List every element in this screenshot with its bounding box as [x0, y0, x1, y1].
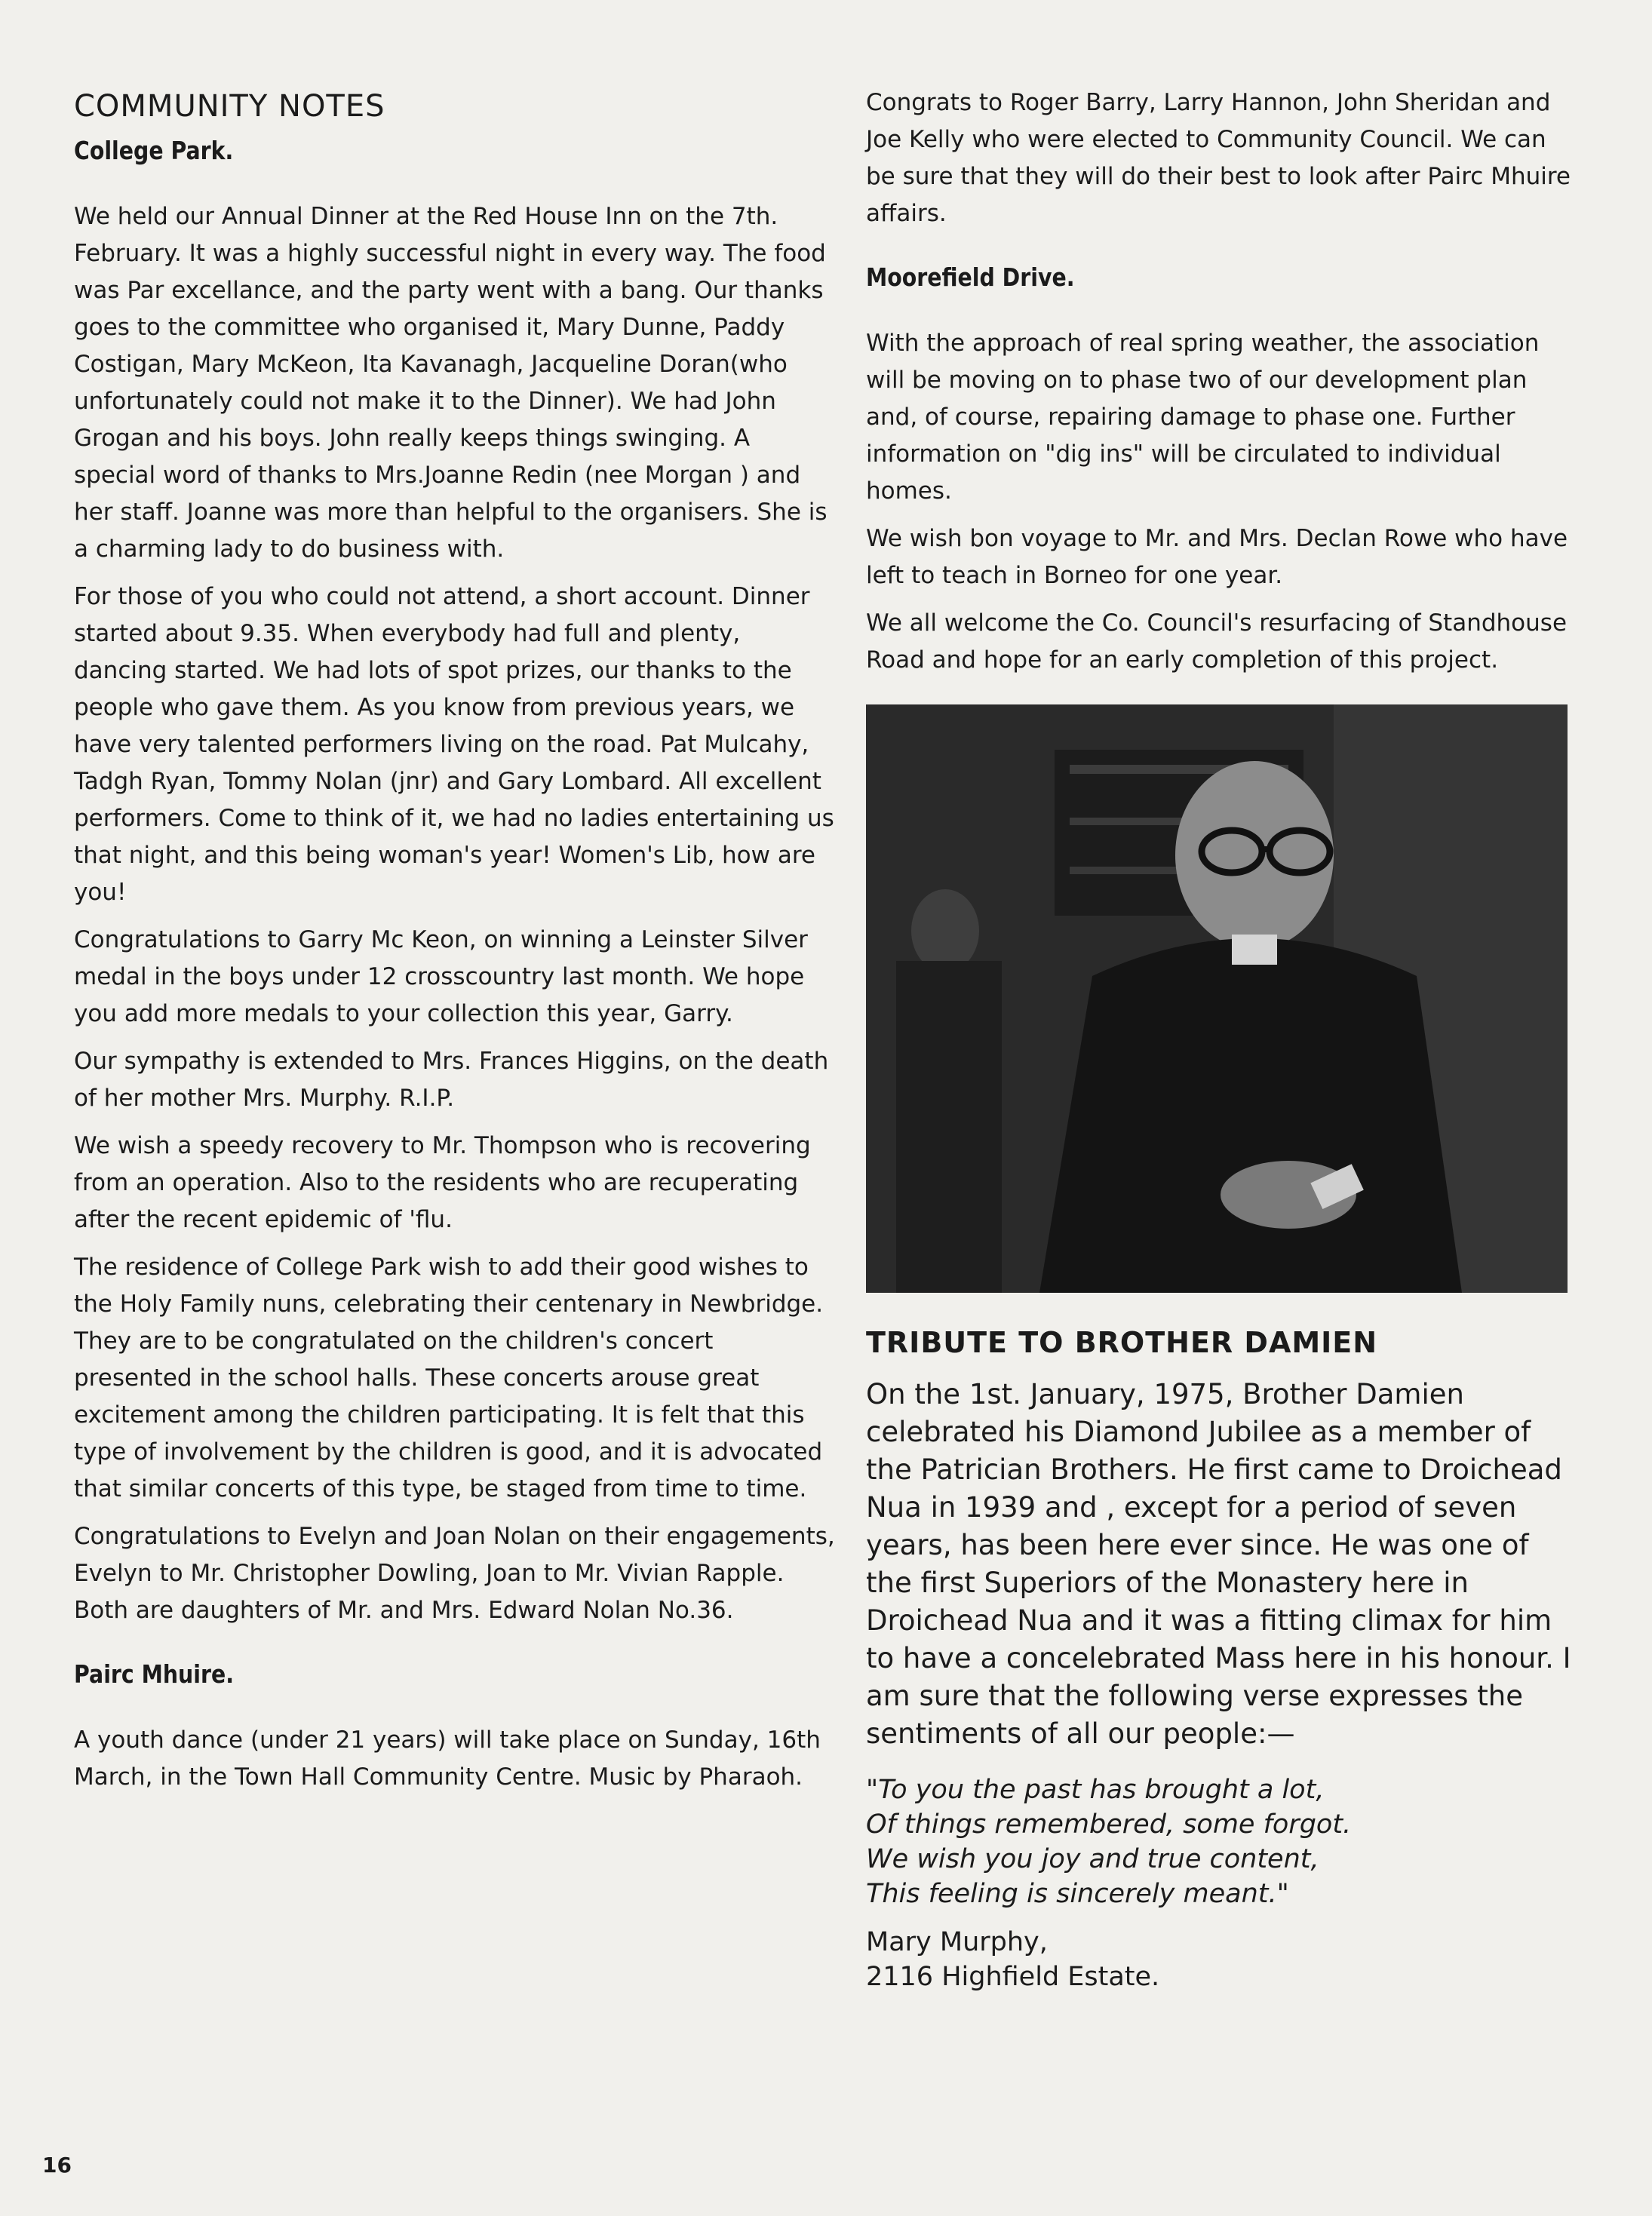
tribute-heading: TRIBUTE TO BROTHER DAMIEN: [866, 1326, 1378, 1359]
moorefield-paragraph: We all welcome the Co. Council's resurfacing of Standhouse Road and hope for an early completion of this project.: [866, 609, 1568, 674]
moorefield-subheading: Moorefield Drive.: [866, 262, 1075, 292]
moorefield-paragraph: With the approach of real spring weather, the association will be moving on to phase two of our development plan and, of course, repairing damage to phase one. Further information on "dig ins" will be circulated to individual homes.: [866, 330, 1540, 505]
left-column: [74, 89, 836, 1806]
verse-block: [866, 1772, 1575, 1911]
page-number: 16: [42, 2153, 72, 2178]
verse-line: We wish you joy and true content,: [866, 1844, 1319, 1874]
verse-line: "To you the past has brought a lot,: [866, 1775, 1325, 1805]
portrait-photo: [866, 704, 1568, 1293]
pairc-mhuire-paragraph: A youth dance (under 21 years) will take place on Sunday, 16th March, in the Town Hall Community Centre. Music by Pharaoh.: [74, 1726, 821, 1791]
college-park-paragraph: We wish a speedy recovery to Mr. Thompson who is recovering from an operation. Also to the residents who are recuperating after the recent epidemic of 'flu.: [74, 1132, 811, 1233]
college-park-subheading: College Park.: [74, 136, 234, 165]
council-paragraph: Congrats to Roger Barry, Larry Hannon, John Sheridan and Joe Kelly who were elected to Community Council. We can be sure that they will do their best to look after Pairc Mhuire affairs.: [866, 89, 1571, 227]
tribute-body: On the 1st. January, 1975, Brother Damien celebrated his Diamond Jubilee as a member of the Patrician Brothers. He first came to Droichead Nua in 1939 and , except for a period of seven years, has been here ever since. He was one of the first Superiors of the Monastery here in Droichead Nua and it was a fitting climax for him to have a concelebrated Mass here in his honour. I am sure that the following verse expresses the sentiments of all our people:—: [866, 1378, 1571, 1750]
portrait-photo-image: [866, 704, 1568, 1293]
verse-line: Of things remembered, some forgot.: [866, 1809, 1352, 1840]
moorefield-paragraph: We wish bon voyage to Mr. and Mrs. Declan Rowe who have left to teach in Borneo for one year.: [866, 525, 1568, 589]
right-column: [866, 84, 1575, 1994]
college-park-paragraph: Congratulations to Evelyn and Joan Nolan on their engagements, Evelyn to Mr. Christopher Dowling, Joan to Mr. Vivian Rapple. Both are daughters of Mr. and Mrs. Edward Nolan No.36.: [74, 1523, 835, 1624]
page-heading: COMMUNITY NOTES: [74, 89, 385, 124]
college-park-paragraph: Congratulations to Garry Mc Keon, on winning a Leinster Silver medal in the boys under 12 crosscountry last month. We hope you add more medals to your collection this year, Garry.: [74, 926, 808, 1027]
college-park-paragraph: For those of you who could not attend, a short account. Dinner started about 9.35. When everybody had full and plenty, dancing started. We had lots of spot prizes, our thanks to the people who gave them. As you know from previous years, we have very talented performers living on the road. Pat Mulcahy, Tadgh Ryan, Tommy Nolan (jnr) and Gary Lombard. All excellent performers. Come to think of it, we had no ladies entertaining us that night, and this being woman's year! Women's Lib, how are you!: [74, 583, 834, 906]
college-park-paragraph: Our sympathy is extended to Mrs. Frances Higgins, on the death of her mother Mrs. Murphy. R.I.P.: [74, 1048, 829, 1112]
college-park-paragraph: The residence of College Park wish to add their good wishes to the Holy Family nuns, celebrating their centenary in Newbridge. They are to be congratulated on the children's concert presented in the school halls. These concerts arouse great excitement among the children participating. It is felt that this type of involvement by the children is good, and it is advocated that similar concerts of this type, be staged from time to time.: [74, 1254, 824, 1502]
college-park-paragraph: We held our Annual Dinner at the Red House Inn on the 7th. February. It was a highly successful night in every way. The food was Par excellance, and the party went with a bang. Our thanks goes to the committee who organised it, Mary Dunne, Paddy Costigan, Mary McKeon, Ita Kavanagh, Jacqueline Doran(who unfortunately could not make it to the Dinner). We had John Grogan and his boys. John really keeps things swinging. A special word of thanks to Mrs.Joanne Redin (nee Morgan ) and her staff. Joanne was more than helpful to the organisers. She is a charming lady to do business with.: [74, 203, 828, 563]
signature-name: Mary Murphy,: [866, 1927, 1048, 1957]
signature-address: 2116 Highfield Estate.: [866, 1962, 1160, 1992]
verse-line: This feeling is sincerely meant.": [866, 1879, 1289, 1909]
pairc-mhuire-subheading: Pairc Mhuire.: [74, 1659, 235, 1689]
